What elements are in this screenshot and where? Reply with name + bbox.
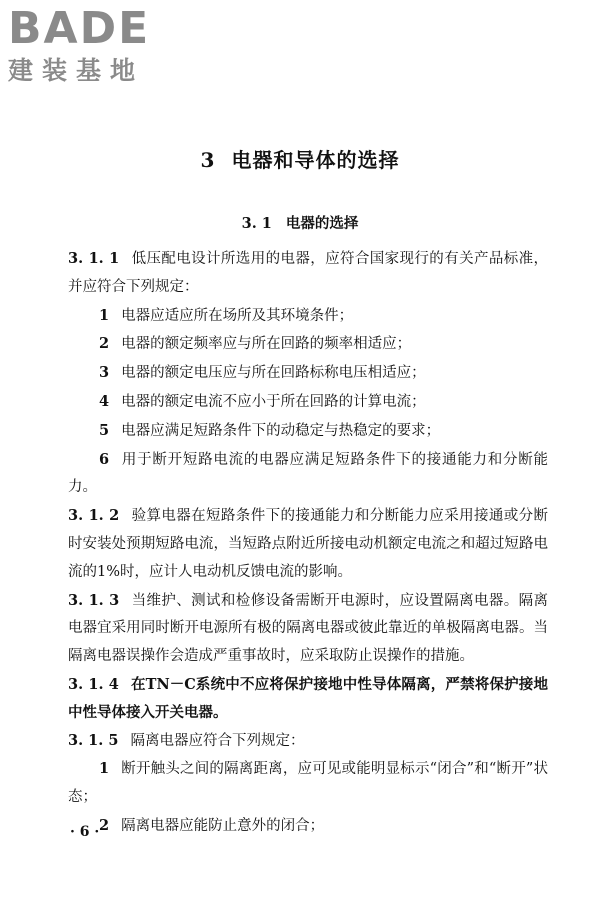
- chapter-title-text: 电器和导体的选择: [231, 148, 400, 172]
- chapter-title: [0, 144, 600, 173]
- section-title: [0, 212, 600, 233]
- clause-text: 当维护、测试和检修设备需断开电源时，应设置隔离电器。隔离电器宜采用同时断开电源所有极的隔离电器或彼此靠近的单极隔离电器。当隔离电器误操作会造成严重事故时，应采取防止误操作的措施。: [68, 592, 548, 665]
- item-number: 2: [99, 335, 110, 353]
- clause-number: 3. 1. 5: [68, 731, 119, 749]
- chapter-number: 3: [200, 148, 216, 172]
- list-item: [68, 359, 548, 388]
- logo-subtitle: 建装基地: [8, 56, 145, 85]
- clause-3-1-2: [68, 502, 548, 586]
- item-number: 1: [99, 760, 110, 778]
- item-text: 电器的额定频率应与所在回路的频率相适应；: [121, 336, 412, 353]
- clause-number: 3. 1. 1: [68, 250, 120, 267]
- clause-number: 3. 1. 4: [68, 675, 119, 693]
- clause-number: 3. 1. 3: [68, 591, 120, 609]
- document-body: [68, 245, 548, 841]
- item-number: 5: [99, 421, 110, 439]
- clause-text: 验算电器在短路条件下的接通能力和分断能力应采用接通或分断时安装处预期短路电流，当短路点附近所接电动机额定电流之和超过短路电流的1%时，应计人电动机反馈电流的影响。: [68, 508, 548, 580]
- clause-3-1-3: [68, 587, 548, 671]
- item-text: 隔离电器应能防止意外的闭合；: [121, 817, 325, 834]
- item-number: 2: [99, 816, 110, 834]
- clause-number: 3. 1. 2: [68, 507, 120, 525]
- item-text: 电器的额定电压应与所在回路标称电压相适应；: [121, 365, 426, 382]
- item-number: 4: [99, 392, 110, 410]
- item-text: 电器应满足短路条件下的动稳定与热稳定的要求；: [121, 422, 441, 439]
- clause-text: 低压配电设计所选用的电器，应符合国家现行的有关产品标准，并应符合下列规定：: [68, 251, 548, 295]
- list-item: [68, 388, 548, 417]
- clause-3-1-1: [68, 245, 548, 302]
- item-text: 电器应适应所在场所及其环境条件；: [121, 307, 354, 324]
- clause-text: 隔离电器应符合下列规定：: [130, 732, 305, 749]
- item-text: 断开触头之间的隔离距离，应可见或能明显标示“闭合”和“断开”状态；: [68, 761, 548, 806]
- clause-3-1-4: [68, 671, 548, 727]
- logo-brand: BADE: [8, 3, 151, 54]
- list-item: [68, 755, 548, 812]
- page-number: · 6 ·: [70, 824, 100, 840]
- list-item: [68, 446, 548, 503]
- section-number: 3. 1: [241, 215, 272, 232]
- section-title-text: 电器的选择: [285, 215, 359, 232]
- item-text: 用于断开短路电流的电器应满足短路条件下的接通能力和分断能力。: [68, 451, 548, 496]
- item-number: 1: [99, 306, 110, 324]
- list-item: [68, 812, 548, 841]
- item-number: 6: [99, 450, 110, 468]
- list-item: [68, 330, 548, 359]
- item-text: 电器的额定电流不应小于所在回路的计算电流；: [121, 393, 426, 410]
- clause-3-1-5: [68, 727, 548, 756]
- list-item: [68, 302, 548, 331]
- logo: [8, 3, 178, 86]
- clause-text: 在TN－C系统中不应将保护接地中性导体隔离，严禁将保护接地中性导体接入开关电器。: [68, 675, 548, 721]
- list-item: [68, 417, 548, 446]
- item-number: 3: [99, 364, 110, 382]
